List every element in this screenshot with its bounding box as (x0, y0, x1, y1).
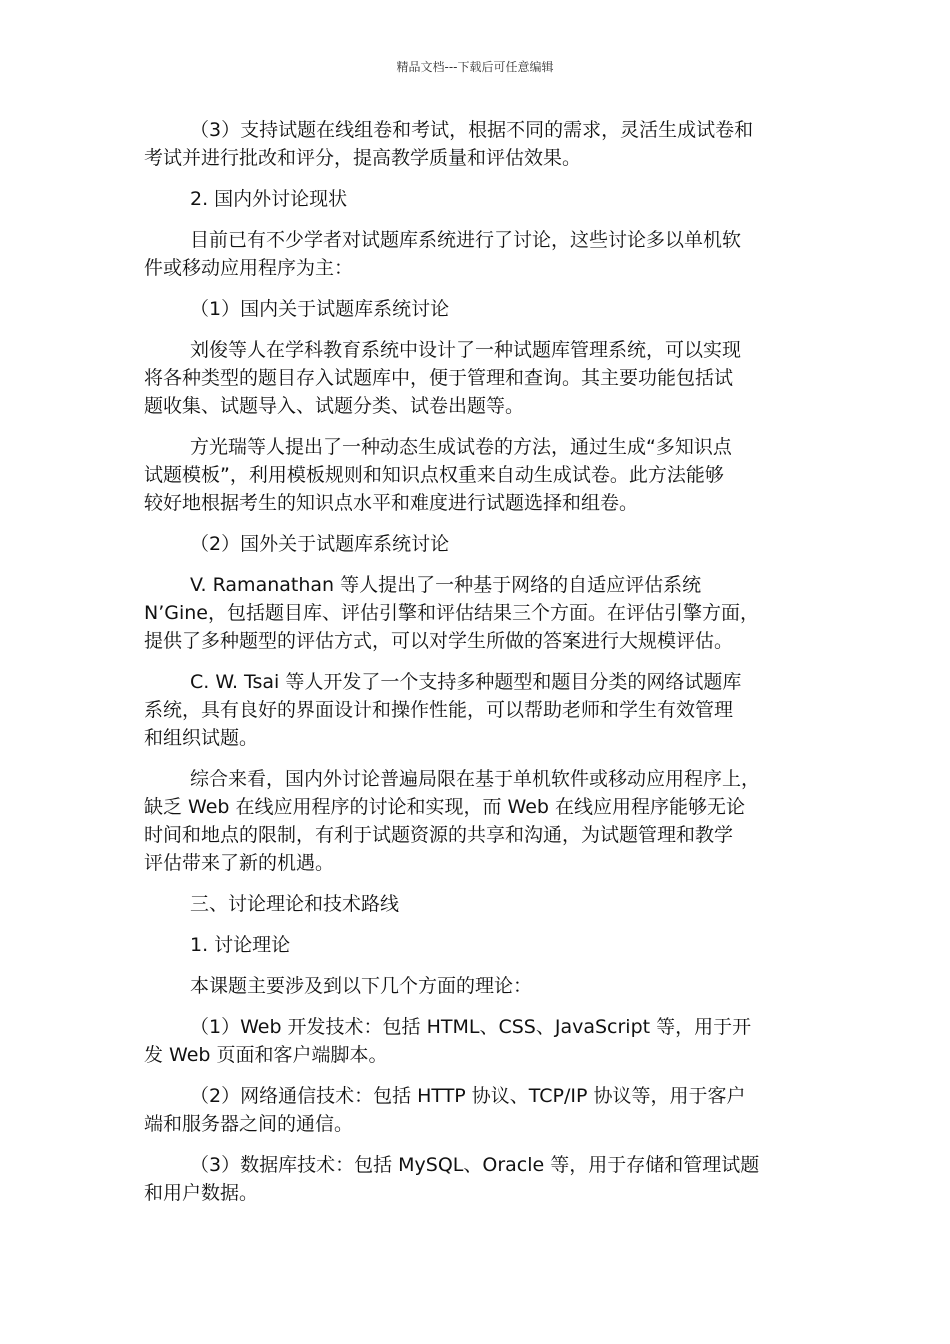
paragraph (144, 433, 808, 517)
paragraph-line: 目前已有不少学者对试题库系统进行了讨论，这些讨论多以单机软 (190, 229, 742, 251)
heading-text: 1. 讨论理论 (190, 934, 291, 956)
paragraph-line: 方光瑞等人提出了一种动态生成试卷的方法，通过生成“多知识点 (190, 436, 732, 458)
paragraph (144, 668, 808, 752)
heading-text: 三、讨论理论和技术路线 (190, 893, 400, 915)
subsection-heading (144, 530, 808, 558)
paragraph-line: V. Ramanathan 等人提出了一种基于网络的自适应评估系统 (190, 574, 702, 596)
section-heading (144, 890, 808, 918)
paragraph (144, 765, 808, 877)
paragraph-line: 端和服务器之间的通信。 (144, 1113, 354, 1135)
paragraph (144, 1013, 808, 1069)
paragraph-line: N’Gine，包括题目库、评估引擎和评估结果三个方面。在评估引擎方面， (144, 602, 759, 624)
paragraph-line: 缺乏 Web 在线应用程序的讨论和实现，而 Web 在线应用程序能够无论 (144, 796, 746, 818)
paragraph-line: （3）数据库技术：包括 MySQL、Oracle 等，用于存储和管理试题 (190, 1154, 760, 1176)
paragraph-line: 较好地根据考生的知识点水平和难度进行试题选择和组卷。 (144, 492, 639, 514)
page-header: 精品文档---下载后可任意编辑 (396, 60, 554, 74)
paragraph-line: 本课题主要涉及到以下几个方面的理论： (190, 975, 533, 997)
paragraph-line: 发 Web 页面和客户端脚本。 (144, 1044, 388, 1066)
paragraph-line: （1）Web 开发技术：包括 HTML、CSS、JavaScript 等，用于开 (190, 1016, 752, 1038)
paragraph-line: 件或移动应用程序为主： (144, 257, 354, 279)
section-heading (144, 185, 808, 213)
heading-text: 2. 国内外讨论现状 (190, 188, 348, 210)
paragraph-line: 将各种类型的题目存入试题库中，便于管理和查询。其主要功能包括试 (144, 367, 734, 389)
paragraph-line: 时间和地点的限制，有利于试题资源的共享和沟通，为试题管理和教学 (144, 824, 734, 846)
paragraph-line: （2）网络通信技术：包括 HTTP 协议、TCP/IP 协议等，用于客户 (190, 1085, 746, 1107)
paragraph (144, 972, 808, 1000)
heading-text: （1）国内关于试题库系统讨论 (190, 298, 450, 320)
subsection-heading (144, 295, 808, 323)
paragraph-line: 系统，具有良好的界面设计和操作性能，可以帮助老师和学生有效管理 (144, 699, 734, 721)
paragraph (144, 336, 808, 420)
paragraph-line: 和用户数据。 (144, 1182, 259, 1204)
paragraph (144, 1082, 808, 1138)
document-body (144, 116, 808, 1220)
paragraph (144, 1151, 808, 1207)
paragraph-line: 综合来看，国内外讨论普遍局限在基于单机软件或移动应用程序上， (190, 768, 761, 790)
paragraph-line: 评估带来了新的机遇。 (144, 852, 335, 874)
paragraph (144, 226, 808, 282)
heading-text: （2）国外关于试题库系统讨论 (190, 533, 450, 555)
paragraph-line: C. W. Tsai 等人开发了一个支持多种题型和题目分类的网络试题库 (190, 671, 742, 693)
paragraph (144, 116, 808, 172)
paragraph-line: 和组织试题。 (144, 727, 259, 749)
paragraph-line: 提供了多种题型的评估方式，可以对学生所做的答案进行大规模评估。 (144, 630, 734, 652)
paragraph-line: 题收集、试题导入、试题分类、试卷出题等。 (144, 395, 525, 417)
paragraph-line: 考试并进行批改和评分，提高教学质量和评估效果。 (144, 147, 582, 169)
paragraph-line: 试题模板”，利用模板规则和知识点权重来自动生成试卷。此方法能够 (144, 464, 724, 486)
paragraph-line: （3）支持试题在线组卷和考试，根据不同的需求，灵活生成试卷和 (190, 119, 754, 141)
paragraph (144, 571, 808, 655)
paragraph-line: 刘俊等人在学科教育系统中设计了一种试题库管理系统，可以实现 (190, 339, 742, 361)
subsection-heading (144, 931, 808, 959)
